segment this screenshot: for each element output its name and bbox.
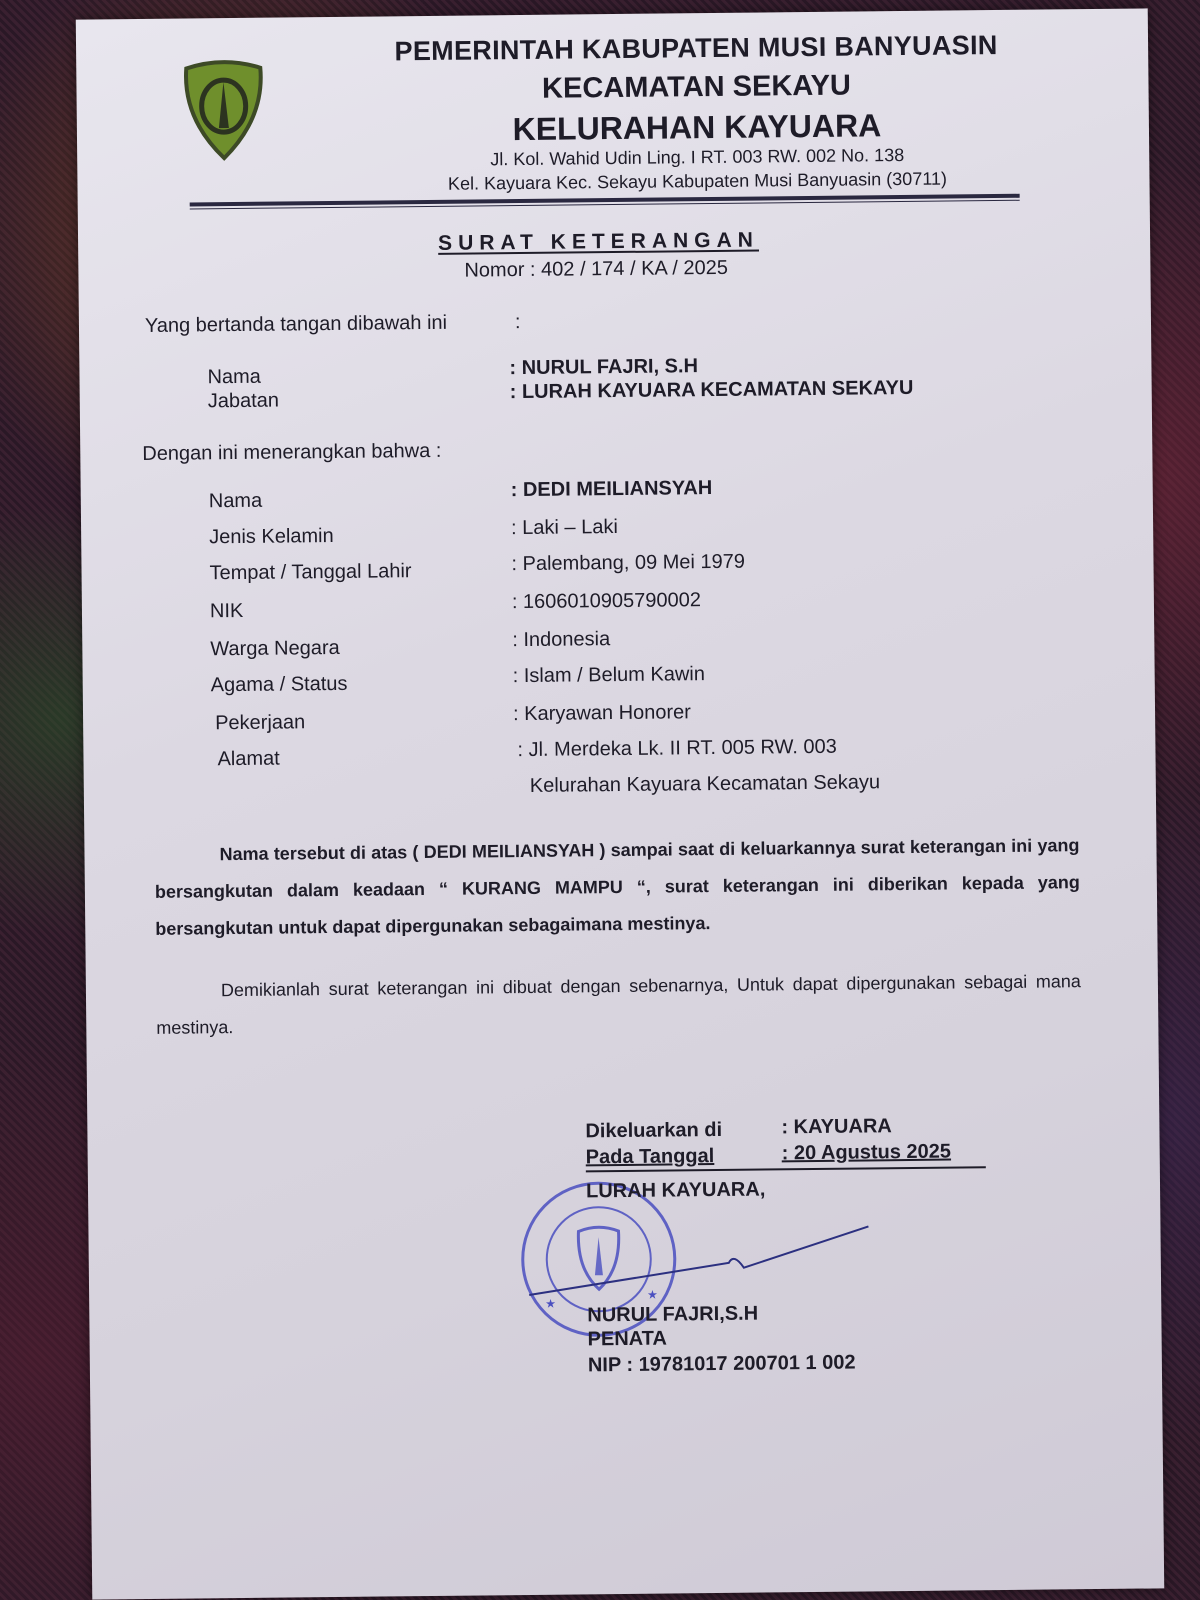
closing-paragraph	[156, 963, 1082, 1047]
subject-occupation-label: Pekerjaan	[215, 711, 306, 735]
subject-name-label: Nama	[208, 489, 263, 513]
signatory-intro-colon: :	[514, 311, 521, 334]
subject-birth-label: Tempat / Tanggal Lahir	[209, 560, 412, 585]
signatory-name-value: : NURUL FAJRI, S.H	[509, 355, 699, 380]
statement-text: Nama tersebut di atas ( DEDI MEILIANSYAH ) sampai saat di keluarkannya surat keterangan ini yang bersangkutan dalam keadaan “ KURANG MAMPU “, surat keterangan ini diberikan kepada yang bersangkutan untuk dapat dipergunakan sebagaimana mestinya.	[154, 835, 1080, 939]
issued-place-label: Dikeluarkan di	[585, 1118, 723, 1143]
document-number: Nomor : 402 / 174 / KA / 2025	[464, 256, 729, 282]
letterhead-government: PEMERINTAH KABUPATEN MUSI BANYUASIN	[394, 30, 998, 67]
subject-nik-label: NIK	[209, 599, 244, 623]
closing-text: Demikianlah surat keterangan ini dibuat dengan sebenarnya, Untuk dapat dipergunakan sebagai mana mestinya.	[156, 971, 1081, 1038]
statement-paragraph	[154, 827, 1080, 948]
letterhead-address-2: Kel. Kayuara Kec. Sekayu Kabupaten Musi Banyuasin (30711)	[447, 168, 948, 194]
signatory-nip: NIP : 19781017 200701 1 002	[587, 1351, 856, 1377]
letterhead-village: KELURAHAN KAYUARA	[512, 107, 882, 148]
subject-address-label: Alamat	[217, 747, 280, 771]
regency-crest-icon	[178, 58, 269, 163]
subject-intro: Dengan ini menerangkan bahwa :	[142, 439, 442, 465]
issued-date-label: Pada Tanggal	[585, 1145, 715, 1169]
document-title: SURAT KETERANGAN	[437, 228, 760, 255]
svg-text:★: ★	[647, 1287, 658, 1302]
signatory-name-label: Nama	[207, 365, 261, 389]
issued-place-value: : KAYUARA	[781, 1115, 892, 1139]
signatory-title: LURAH KAYUARA,	[585, 1178, 766, 1203]
subject-gender-value: : Laki – Laki	[510, 516, 618, 540]
svg-text:★: ★	[545, 1296, 557, 1311]
subject-citizenship-label: Warga Negara	[210, 636, 340, 661]
letterhead-address-1: Jl. Kol. Wahid Udin Ling. I RT. 003 RW. 002 No. 138	[490, 144, 905, 170]
signature-scribble	[528, 1211, 909, 1305]
issued-date-value: : 20 Agustus 2025	[781, 1140, 952, 1165]
subject-religion-value: : Islam / Belum Kawin	[512, 663, 706, 688]
subject-nik-value: : 1606010905790002	[511, 589, 702, 614]
subject-religion-label: Agama / Status	[210, 672, 348, 697]
subject-name-value: : DEDI MEILIANSYAH	[510, 477, 713, 502]
signatory-position-value: : LURAH KAYUARA KECAMATAN SEKAYU	[509, 376, 914, 404]
letterhead-district: KECAMATAN SEKAYU	[541, 69, 852, 105]
subject-address-value: : Jl. Merdeka Lk. II RT. 005 RW. 003	[517, 735, 837, 762]
subject-occupation-value: : Karyawan Honorer	[512, 701, 692, 726]
subject-gender-label: Jenis Kelamin	[209, 524, 334, 549]
subject-address-line2: Kelurahan Kayuara Kecamatan Sekayu	[529, 771, 881, 797]
subject-citizenship-value: : Indonesia	[512, 628, 611, 652]
letter-paper	[76, 8, 1164, 1599]
signatory-position-label: Jabatan	[207, 389, 280, 413]
signatory-rank: PENATA	[587, 1327, 667, 1351]
signatory-intro: Yang bertanda tangan dibawah ini	[144, 311, 448, 337]
subject-birth-value: : Palembang, 09 Mei 1979	[511, 550, 746, 576]
signatory-printed-name: NURUL FAJRI,S.H	[587, 1302, 759, 1327]
